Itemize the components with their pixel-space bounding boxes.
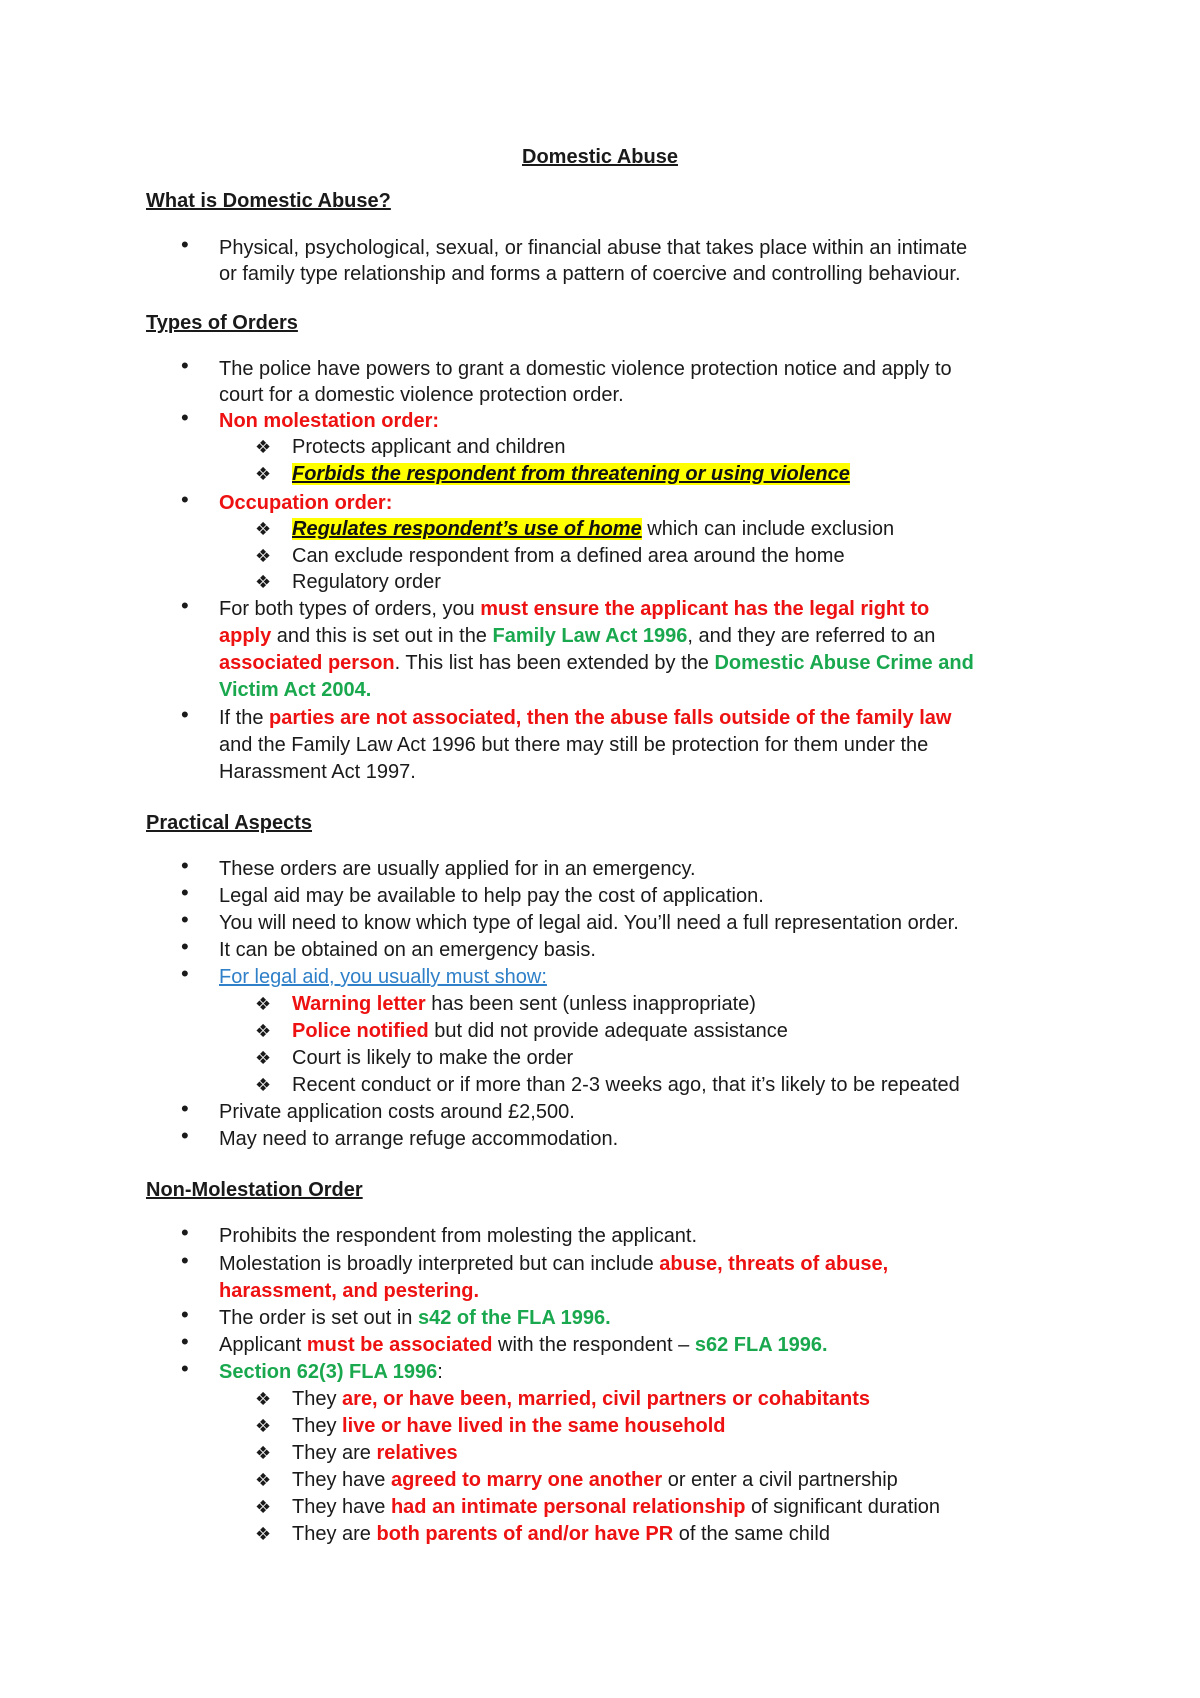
bullet-icon: • — [181, 1096, 189, 1121]
bullet-icon: • — [181, 1302, 189, 1327]
emphasis-red: associated person — [219, 652, 395, 674]
sub-list-item — [292, 991, 756, 1017]
heading-practical-aspects: Practical Aspects — [146, 812, 313, 834]
sub-list-item — [292, 1386, 870, 1412]
statute-reference: Victim Act 2004. — [219, 679, 372, 701]
list-item — [219, 1305, 611, 1331]
diamond-bullet-icon: ❖ — [255, 437, 272, 457]
emphasis-red: both parents of and/or have PR — [376, 1523, 674, 1545]
emphasis-red: must ensure the applicant has the legal right to — [480, 598, 930, 620]
list-item: Legal aid may be available to help pay the cost of application. — [219, 885, 764, 907]
emphasis-red: relatives — [376, 1442, 458, 1464]
list-item: Private application costs around £2,500. — [219, 1101, 575, 1123]
text-span: If the — [219, 707, 270, 729]
text-span: The order is set out in — [219, 1307, 418, 1329]
text-span: which can include exclusion — [641, 518, 895, 540]
emphasis-red: agreed to marry one another — [390, 1469, 663, 1491]
diamond-bullet-icon: ❖ — [255, 546, 272, 566]
bullet-icon: • — [181, 487, 189, 512]
text-span: or enter a civil partnership — [662, 1469, 898, 1491]
statute-reference: s42 of the FLA 1996. — [417, 1307, 611, 1329]
bullet-icon: • — [181, 1356, 189, 1381]
diamond-bullet-icon: ❖ — [255, 519, 272, 539]
diamond-bullet-icon: ❖ — [255, 1524, 272, 1544]
sub-list-item — [292, 1494, 940, 1520]
list-item-continuation: or family type relationship and forms a pattern of coercive and controlling behaviour. — [219, 263, 961, 285]
highlighted-text: Regulates respondent’s use of home — [292, 518, 642, 540]
sub-list-item — [292, 1440, 458, 1466]
diamond-bullet-icon: ❖ — [255, 1416, 272, 1436]
list-item — [219, 705, 951, 731]
text-span: They — [292, 1415, 343, 1437]
diamond-bullet-icon: ❖ — [255, 1021, 272, 1041]
emphasis-red: abuse, threats of abuse, — [659, 1253, 889, 1275]
sub-list-item: Protects applicant and children — [292, 436, 566, 458]
list-item-continuation — [219, 650, 974, 676]
bullet-icon: • — [181, 934, 189, 959]
list-item-continuation: harassment, and pestering. — [219, 1280, 480, 1302]
text-span: : — [437, 1361, 443, 1383]
diamond-bullet-icon: ❖ — [255, 1470, 272, 1490]
list-item: Prohibits the respondent from molesting the applicant. — [219, 1225, 698, 1247]
text-span: They — [292, 1388, 343, 1410]
text-span: Applicant — [219, 1334, 307, 1356]
bullet-icon: • — [181, 232, 189, 257]
emphasis-red: live or have lived in the same household — [342, 1415, 726, 1437]
heading-non-molestation-order: Non-Molestation Order — [146, 1179, 363, 1201]
text-span: with the respondent – — [492, 1334, 695, 1356]
statute-reference: Section 62(3) FLA 1996 — [219, 1361, 438, 1383]
list-item-continuation: court for a domestic violence protection order. — [219, 384, 624, 406]
list-item — [219, 1251, 888, 1277]
list-item: May need to arrange refuge accommodation. — [219, 1128, 619, 1150]
bullet-icon: • — [181, 907, 189, 932]
text-span: They have — [292, 1469, 391, 1491]
list-item: You will need to know which type of legal aid. You’ll need a full representation order. — [219, 912, 959, 934]
diamond-bullet-icon: ❖ — [255, 1075, 272, 1095]
text-span: , and they are referred to an — [687, 625, 936, 647]
diamond-bullet-icon: ❖ — [255, 1048, 272, 1068]
page-title: Domestic Abuse — [522, 146, 678, 168]
sub-list-item — [292, 461, 850, 487]
sub-list-item — [292, 516, 894, 542]
list-item: It can be obtained on an emergency basis. — [219, 939, 596, 961]
statute-reference: Family Law Act 1996 — [492, 625, 688, 647]
sub-list-item: Court is likely to make the order — [292, 1047, 574, 1069]
bullet-icon: • — [181, 853, 189, 878]
list-item — [219, 1332, 828, 1358]
bullet-icon: • — [181, 405, 189, 430]
sub-list-item: Regulatory order — [292, 571, 441, 593]
diamond-bullet-icon: ❖ — [255, 464, 272, 484]
legal-aid-link[interactable]: For legal aid, you usually must show: — [219, 966, 547, 988]
bullet-icon: • — [181, 353, 189, 378]
heading-what-is-domestic-abuse: What is Domestic Abuse? — [146, 190, 391, 212]
text-span: They are — [292, 1442, 377, 1464]
diamond-bullet-icon: ❖ — [255, 1389, 272, 1409]
text-span: They have — [292, 1496, 391, 1518]
non-molestation-order-label: Non molestation order: — [219, 410, 440, 432]
sub-list-item: Can exclude respondent from a defined area around the home — [292, 545, 845, 567]
text-span: For both types of orders, you — [219, 598, 481, 620]
emphasis-red: Warning letter — [292, 993, 426, 1015]
list-item-continuation: and the Family Law Act 1996 but there may still be protection for them under the — [219, 734, 929, 756]
text-span: has been sent (unless inappropriate) — [425, 993, 756, 1015]
list-item: Physical, psychological, sexual, or financial abuse that takes place within an intimate — [219, 237, 968, 259]
list-item: The police have powers to grant a domestic violence protection notice and apply to — [219, 358, 952, 380]
statute-reference: s62 FLA 1996. — [694, 1334, 828, 1356]
emphasis-red: apply — [219, 625, 272, 647]
sub-list-item — [292, 1413, 725, 1439]
bullet-icon: • — [181, 1329, 189, 1354]
sub-list-item — [292, 1018, 788, 1044]
emphasis-red: parties are not associated, then the abuse falls outside of the family law — [269, 707, 952, 729]
heading-types-of-orders: Types of Orders — [146, 312, 298, 334]
diamond-bullet-icon: ❖ — [255, 572, 272, 592]
sub-list-item — [292, 1521, 830, 1547]
bullet-icon: • — [181, 1248, 189, 1273]
list-item: These orders are usually applied for in an emergency. — [219, 858, 696, 880]
bullet-icon: • — [181, 1220, 189, 1245]
text-span: of significant duration — [745, 1496, 941, 1518]
bullet-icon: • — [181, 702, 189, 727]
sub-list-item: Recent conduct or if more than 2-3 weeks ago, that it’s likely to be repeated — [292, 1074, 960, 1096]
list-item — [219, 1359, 443, 1385]
emphasis-red: must be associated — [306, 1334, 493, 1356]
highlighted-text: Forbids the respondent from threatening or using violence — [292, 463, 850, 485]
sub-list-item — [292, 1467, 898, 1493]
bullet-icon: • — [181, 880, 189, 905]
emphasis-red: had an intimate personal relationship — [390, 1496, 746, 1518]
text-span: They are — [292, 1523, 377, 1545]
emphasis-red: Police notified — [292, 1020, 429, 1042]
list-item — [219, 596, 929, 622]
diamond-bullet-icon: ❖ — [255, 994, 272, 1014]
text-span: and this is set out in the — [271, 625, 493, 647]
bullet-icon: • — [181, 961, 189, 986]
text-span: but did not provide adequate assistance — [428, 1020, 788, 1042]
bullet-icon: • — [181, 593, 189, 618]
diamond-bullet-icon: ❖ — [255, 1497, 272, 1517]
list-item-continuation: Harassment Act 1997. — [219, 761, 416, 783]
statute-reference: Domestic Abuse Crime and — [714, 652, 974, 674]
occupation-order-label: Occupation order: — [219, 492, 393, 514]
emphasis-red: are, or have been, married, civil partners or cohabitants — [342, 1388, 870, 1410]
text-span: Molestation is broadly interpreted but can include — [219, 1253, 660, 1275]
text-span: . This list has been extended by the — [394, 652, 715, 674]
bullet-icon: • — [181, 1123, 189, 1148]
text-span: of the same child — [673, 1523, 830, 1545]
diamond-bullet-icon: ❖ — [255, 1443, 272, 1463]
list-item-continuation — [219, 623, 935, 649]
